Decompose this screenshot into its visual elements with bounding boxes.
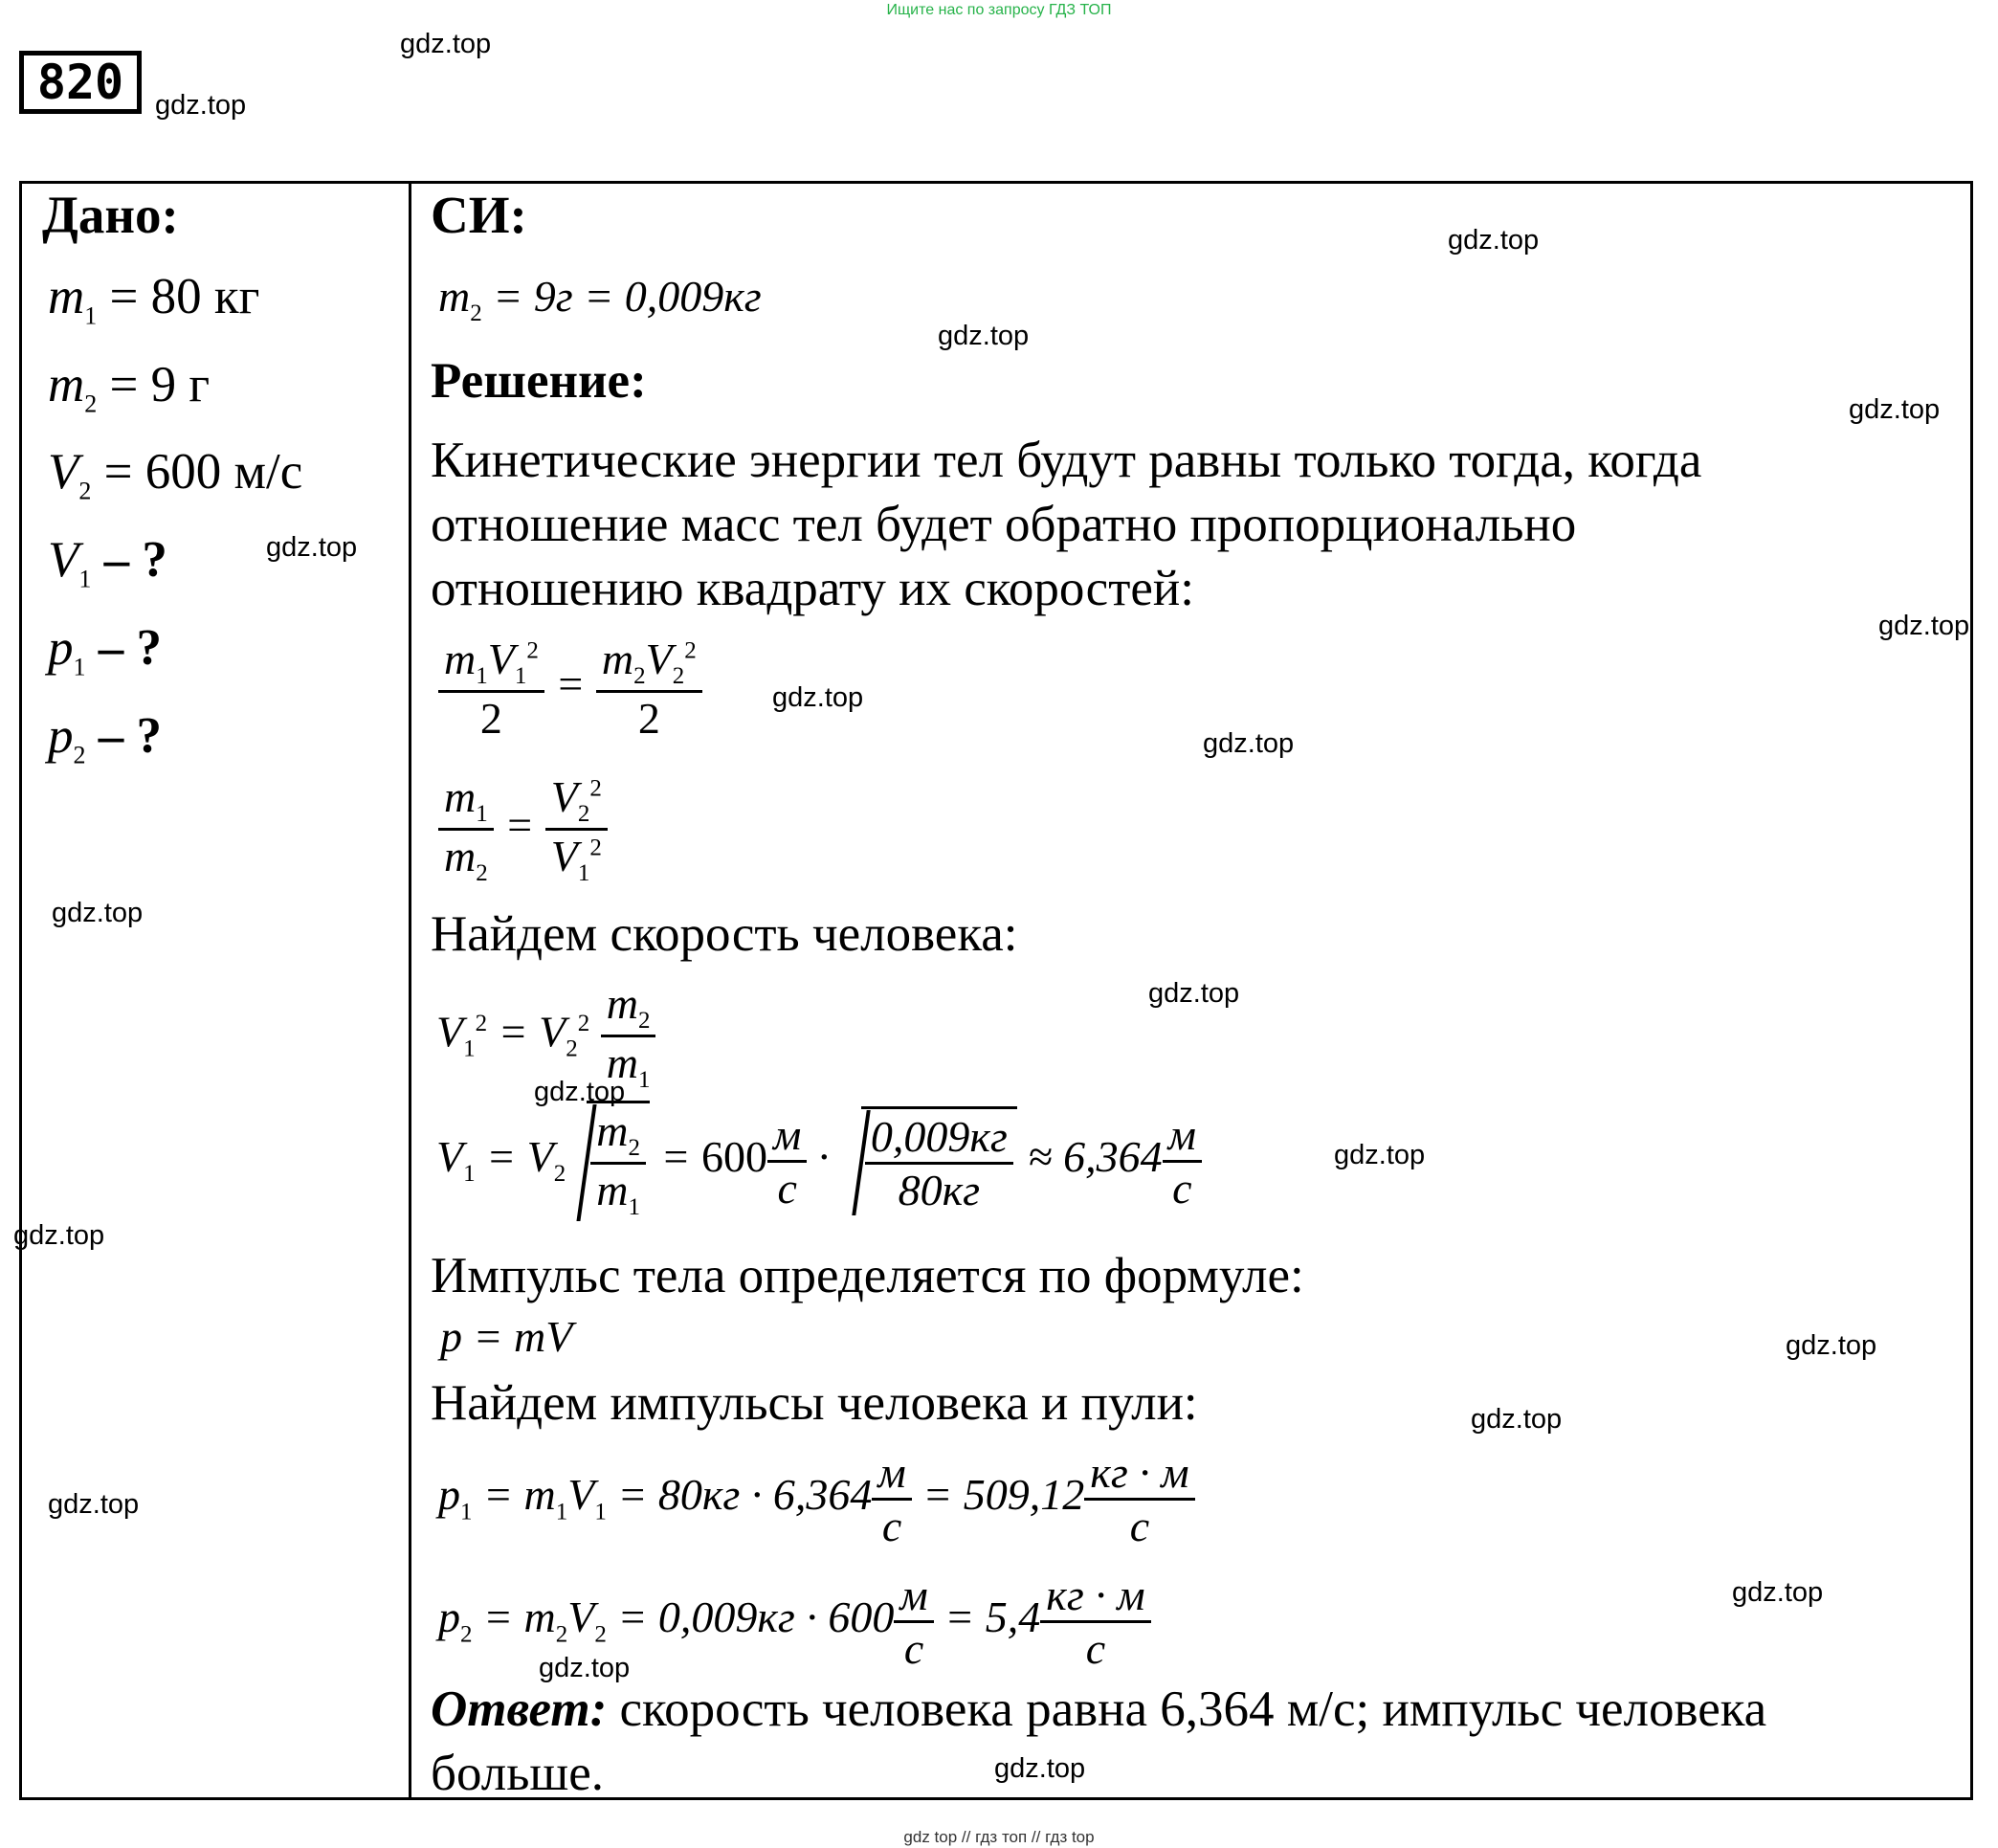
given-v2-symbol: V: [48, 444, 79, 500]
column-divider: [409, 181, 411, 1800]
watermark: gdz.top: [1471, 1404, 1563, 1435]
p1-calc: = 80кг · 6,364: [617, 1470, 873, 1520]
given-v1-sub: 1: [78, 565, 92, 593]
given-m2-value: = 9 г: [109, 357, 211, 412]
given-p1-sub: 1: [73, 653, 86, 681]
given-v2: [48, 443, 302, 506]
watermark: gdz.top: [994, 1753, 1086, 1784]
watermark: gdz.top: [539, 1653, 631, 1683]
watermark: gdz.top: [1878, 611, 1970, 641]
problem-number: 820: [19, 51, 142, 114]
p2-result: = 5,4: [944, 1592, 1041, 1642]
answer-line-1: [431, 1678, 1766, 1741]
given-m2: [48, 356, 210, 419]
si-conversion-value: = 9г = 0,009кг: [493, 272, 762, 321]
unit-s: с: [1172, 1163, 1192, 1213]
speed-square-equation: $V_1^2 = V_2^2$ $\frac{m_2}{m_1}$: [436, 978, 655, 1094]
footer-note: gdz top // гдз топ // гдз top: [903, 1828, 1095, 1846]
solution-title: Решение:: [431, 353, 647, 409]
unit-kgm: кг · м: [1040, 1570, 1150, 1623]
answer-line-2: больше.: [431, 1746, 604, 1801]
watermark: gdz.top: [400, 29, 492, 59]
watermark: gdz.top: [1448, 225, 1540, 256]
given-v1-value: – ?: [103, 532, 167, 588]
si-conversion-symbol: m: [438, 272, 471, 321]
watermark: gdz.top: [13, 1220, 105, 1251]
given-p2: [48, 707, 162, 770]
given-m1-value: = 80 кг: [109, 269, 260, 324]
search-note: Ищите нас по запросу ГДЗ ТОП: [886, 2, 1112, 18]
given-v1: [48, 531, 167, 594]
watermark: gdz.top: [772, 682, 864, 713]
si-conversion-sub: 2: [470, 301, 482, 327]
watermark: gdz.top: [1786, 1330, 1877, 1361]
unit-s: с: [1085, 1624, 1106, 1673]
si-title: СИ:: [431, 186, 527, 244]
p1-result: = 509,12: [922, 1470, 1085, 1520]
unit-m: м: [894, 1570, 933, 1623]
speed-result: ≈ 6,364: [1028, 1131, 1163, 1181]
given-p2-sub: 2: [73, 741, 86, 769]
given-m2-symbol: m: [48, 357, 85, 412]
intro-line-2: отношение масс тел будет обратно пропорционально: [431, 497, 1577, 552]
given-p2-value: – ?: [98, 708, 162, 764]
unit-m: м: [767, 1109, 807, 1163]
unit-s: с: [1129, 1502, 1150, 1550]
unit-s: с: [777, 1163, 797, 1213]
watermark: gdz.top: [1849, 394, 1941, 425]
given-m1-sub: 1: [84, 301, 98, 330]
given-m1-symbol: m: [48, 269, 85, 324]
unit-m: м: [872, 1447, 911, 1501]
impulse-definition: Импульс тела определяется по формуле:: [431, 1248, 1304, 1303]
unit-m: м: [1163, 1109, 1202, 1163]
given-p1-value: – ?: [98, 620, 162, 676]
watermark: gdz.top: [1203, 728, 1295, 759]
watermark: gdz.top: [1148, 978, 1240, 1009]
watermark: gdz.top: [1334, 1140, 1426, 1170]
given-m2-sub: 2: [84, 390, 98, 418]
find-speed-text: Найдем скорость человека:: [431, 906, 1018, 962]
given-v2-value: = 600 м/с: [103, 444, 303, 500]
energy-equation: $\frac{m_1V_1^2}{2}$ = $\frac{m_2V_2^2}{2}$: [438, 634, 702, 744]
intro-line-1: Кинетические энергии тел будут равны только тогда, когда: [431, 433, 1702, 488]
p2-equation: $p_2 = m_2V_2 = 0,009кг \cdot 600$ $\frac{м}{с}$ = 5,4 $\frac{кг \cdot м}{с}$: [438, 1570, 1151, 1674]
watermark: gdz.top: [938, 321, 1030, 351]
unit-s: с: [881, 1502, 902, 1550]
answer-label: Ответ:: [431, 1681, 608, 1737]
given-v2-sub: 2: [78, 477, 92, 505]
find-impulses-text: Найдем импульсы человека и пули:: [431, 1375, 1198, 1431]
given-p1: [48, 619, 162, 682]
given-p1-symbol: p: [48, 620, 74, 676]
watermark: gdz.top: [266, 532, 358, 563]
si-conversion: [438, 271, 762, 327]
impulse-formula: p = mV: [440, 1312, 573, 1361]
speed-result-equation: $V_1 = V_2$ $\frac{m_2}{m_1}$ = 600 $\frac{м}{с}$ · $\frac{0,009кг}{80кг}$ ≈ 6,364 $\frac{м}{с}$: [436, 1101, 1202, 1221]
unit-s: с: [903, 1624, 924, 1673]
given-p2-symbol: p: [48, 708, 74, 764]
mass-ratio-den: 80кг: [898, 1166, 981, 1215]
ratio-equation: $\frac{m_1}{m_2}$ = $\frac{V_2^2}{V_1^2}$: [438, 771, 608, 887]
unit-kgm: кг · м: [1084, 1447, 1194, 1501]
given-title: Дано:: [42, 186, 179, 244]
p1-equation: $p_1 = m_1V_1 = 80кг \cdot 6,364$ $\frac{м}{с}$ = 509,12 $\frac{кг \cdot м}{с}$: [438, 1447, 1195, 1551]
mass-ratio-num: 0,009кг: [865, 1111, 1013, 1165]
watermark: gdz.top: [1732, 1577, 1824, 1608]
p2-calc: = 0,009кг · 600: [617, 1592, 895, 1642]
given-v1-symbol: V: [48, 532, 79, 588]
intro-line-3: отношению квадрату их скоростей:: [431, 561, 1194, 616]
watermark: gdz.top: [534, 1077, 626, 1107]
speed-value: 600: [701, 1131, 768, 1181]
watermark: gdz.top: [155, 90, 247, 121]
answer-text-1: скорость человека равна 6,364 м/с; импульс человека: [619, 1681, 1767, 1737]
watermark: gdz.top: [52, 898, 144, 928]
watermark: gdz.top: [48, 1489, 140, 1520]
given-m1: [48, 268, 259, 331]
solution-table: [19, 181, 1973, 1800]
